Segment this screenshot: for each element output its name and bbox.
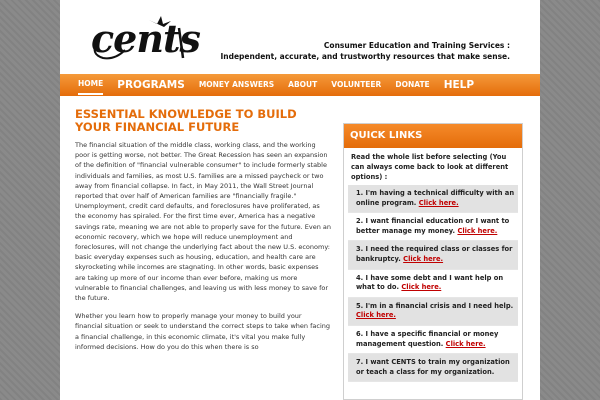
tagline — [210, 40, 510, 62]
quick-link-item — [348, 270, 518, 298]
nav-help[interactable]: HELP — [443, 79, 475, 91]
quick-link-item — [348, 298, 518, 326]
click-here-link[interactable]: Click here. — [401, 283, 442, 292]
click-here-link[interactable]: Click here. — [457, 226, 498, 235]
nav-money-answers[interactable]: MONEY ANSWERS — [198, 80, 275, 89]
article-body — [75, 140, 331, 352]
tagline-title: Consumer Education and Training Services : — [323, 41, 510, 50]
click-here-link[interactable]: Click here. — [356, 311, 396, 320]
quick-link-item — [348, 185, 518, 213]
page-title: ESSENTIAL KNOWLEDGE TO BUILD YOUR FINANCIAL FUTURE — [75, 108, 297, 134]
quick-link-item — [348, 213, 518, 241]
tagline-subtitle: Independent, accurate, and trustworthy resources that make sense. — [220, 52, 510, 61]
quick-link-text: 4. I have some debt and I want help on what to do. — [356, 273, 504, 292]
quick-link-text: 5. I'm in a financial crisis and I need help. — [356, 301, 514, 310]
nav-about[interactable]: ABOUT — [288, 80, 318, 89]
quick-link-text: 6. I have a specific financial or money management question. — [356, 329, 499, 348]
site-header — [60, 0, 540, 72]
page-container — [60, 0, 540, 400]
article-paragraph-1: The financial situation of the middle class, working class, and the working poor is getting worse, not better. The Great Recession has seen an expansion of the definition of "financial vulnerable consumer" to include formerly stable individuals and families, as most U.S. families are a missed paycheck or two away from financial collapse. In fact, in May 2011, the Wall Street Journal reported that over half of American families are "financially fragile." Unemployment, credit card defaults, and foreclosures have proliferated, as the economy has spiraled. For the first time ever, America has a negative savings rate, meaning we are not able to properly save for the future. Even an economic recovery, which we hope will reduce unemployment and foreclosures, will not change the underlying fact about the new U.S. economy: basic everyday expenses such as housing, education, and health care are skyrocketing while incomes are stagnating. In other words, basic expenses are taking up more of our income than ever before, making us more vulnerable to financial challenges, and leaving us with less money to save for the future. — [75, 141, 331, 303]
quick-link-item — [348, 326, 518, 354]
quick-links-title: QUICK LINKS — [344, 124, 522, 148]
quick-link-text: 2. I want financial education or I want to better manage my money. — [356, 217, 510, 235]
nav-volunteer[interactable]: VOLUNTEER — [331, 80, 382, 89]
nav-programs[interactable]: PROGRAMS — [117, 79, 185, 91]
article-paragraph-2: Whether you learn how to properly manage your money to build your financial situation or seek to understand the correct steps to take when facing a financial challenge, in this economic climate, it's vital you make fully informed decisions. How do you do this when there is so — [75, 312, 331, 351]
click-here-link[interactable]: Click here. — [445, 339, 486, 348]
main-article — [75, 108, 331, 400]
nav-donate[interactable]: DONATE — [395, 80, 430, 89]
quick-link-text: 7. I want CENTS to train my organization or teach a class for my organization. — [356, 358, 510, 376]
logo-wordmark: cents — [91, 16, 200, 61]
quick-links-list — [344, 185, 522, 382]
quick-link-text: 1. I'm having a technical difficulty with an online program. — [356, 189, 515, 207]
quick-links-panel — [343, 123, 523, 400]
nav-home[interactable]: HOME — [78, 75, 103, 95]
click-here-link[interactable]: Click here. — [403, 254, 444, 263]
quick-link-item — [348, 241, 518, 269]
quick-link-item — [348, 354, 518, 382]
quick-link-text: 3. I need the required class or classes for bankruptcy. — [356, 245, 513, 263]
main-nav — [60, 74, 540, 96]
cents-logo[interactable] — [87, 12, 212, 64]
quick-links-intro: Read the whole list before selecting (You can always come back to look at different options) : — [351, 153, 509, 181]
click-here-link[interactable]: Click here. — [418, 198, 459, 207]
